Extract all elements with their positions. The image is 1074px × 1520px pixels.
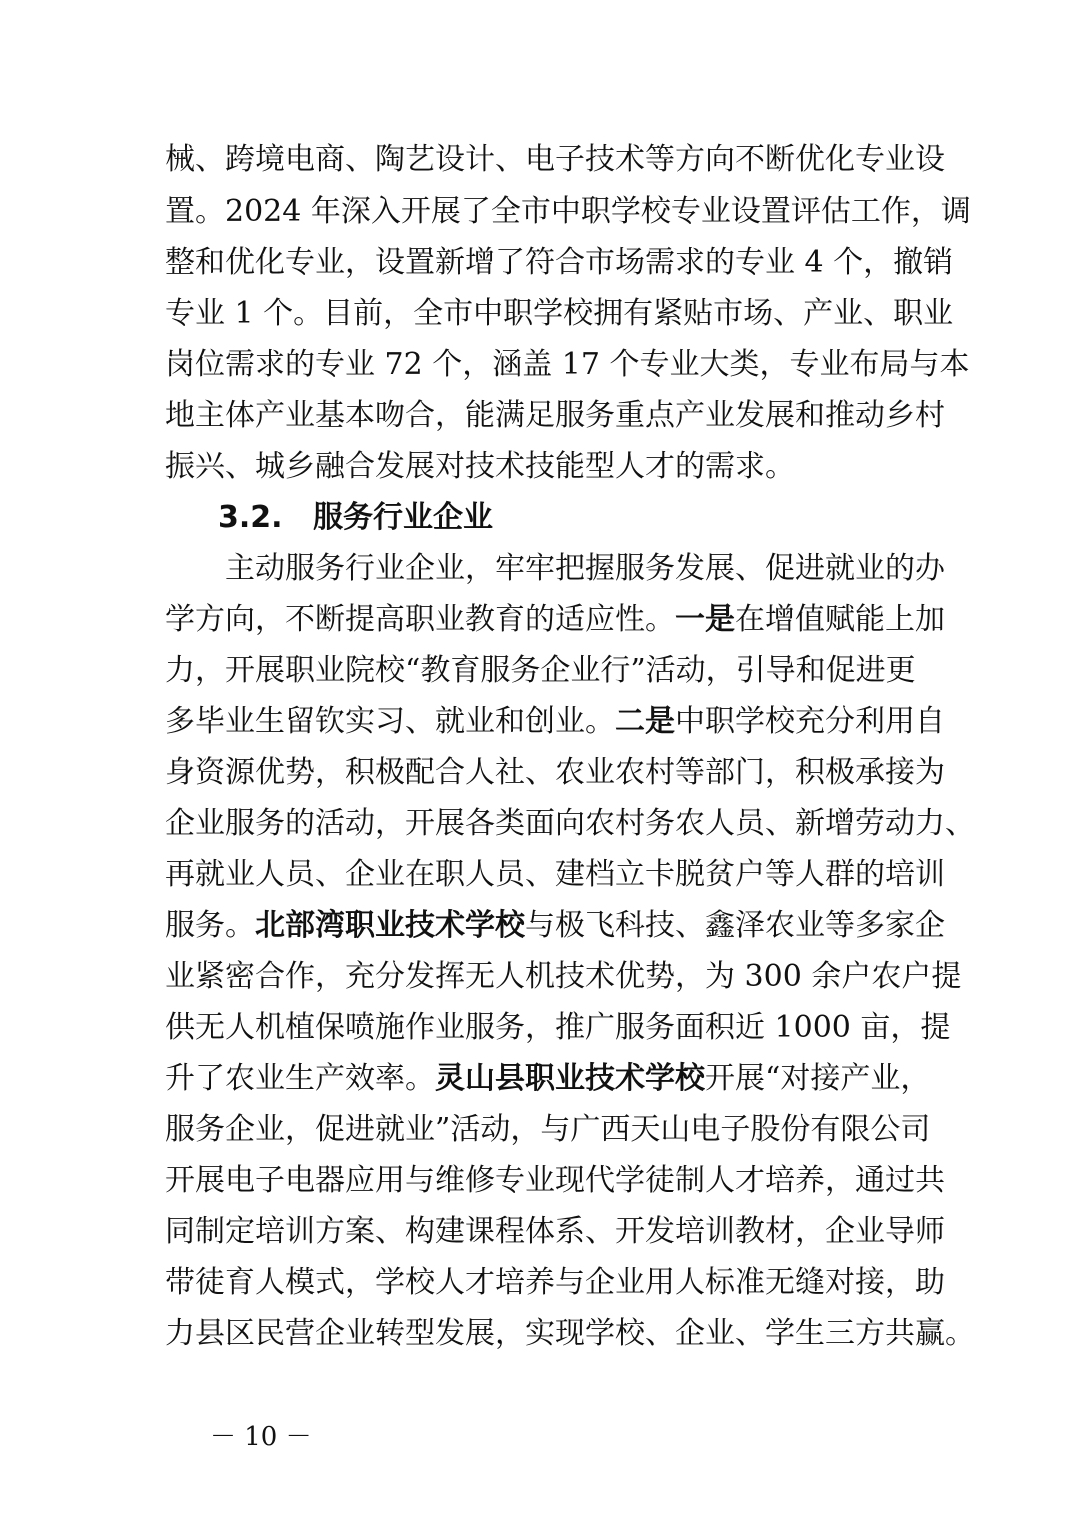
paragraph-line: 再就业人员、企业在职人员、建档立卡脱贫户等人群的培训 <box>165 857 945 892</box>
page-number: － 10 － <box>210 1422 312 1452</box>
bold-run: 二是 <box>615 704 675 739</box>
paragraph-line: 身资源优势，积极配合人社、农业农村等部门，积极承接为 <box>165 755 945 790</box>
section-title: 服务行业企业 <box>313 500 493 535</box>
text-run: 学方向，不断提高职业教育的适应性。 <box>165 602 675 637</box>
paragraph-line: 业紧密合作，充分发挥无人机技术优势，为 300 余户农户提 <box>165 959 962 994</box>
paragraph-line <box>165 906 945 946</box>
paragraph-line: 力县区民营企业转型发展，实现学校、企业、学生三方共赢。 <box>165 1316 975 1351</box>
paragraph-line: 整和优化专业，设置新增了符合市场需求的专业 4 个，撤销 <box>165 245 954 280</box>
paragraph-line: 主动服务行业企业，牢牢把握服务发展、促进就业的办 <box>225 551 945 586</box>
section-number: 3.2. <box>218 500 283 535</box>
paragraph-line: 开展电子电器应用与维修专业现代学徒制人才培养，通过共 <box>165 1163 945 1198</box>
paragraph-line: 地主体产业基本吻合，能满足服务重点产业发展和推动乡村 <box>165 398 945 433</box>
paragraph-line: 带徒育人模式，学校人才培养与企业用人标准无缝对接，助 <box>165 1265 945 1300</box>
paragraph-line: 企业服务的活动，开展各类面向农村务农人员、新增劳动力、 <box>165 806 975 841</box>
paragraph-line: 械、跨境电商、陶艺设计、电子技术等方向不断优化专业设 <box>165 142 945 177</box>
paragraph-line: 力，开展职业院校“教育服务企业行”活动，引导和促进更 <box>165 653 916 688</box>
text-run: 与极飞科技、鑫泽农业等多家企 <box>525 908 945 943</box>
paragraph-line <box>165 600 945 640</box>
text-run: 中职学校充分利用自 <box>675 704 945 739</box>
text-run: 服务。 <box>165 908 255 943</box>
bold-run: 一是 <box>675 602 735 637</box>
bold-run: 北部湾职业技术学校 <box>255 908 525 943</box>
bold-run: 灵山县职业技术学校 <box>435 1061 705 1096</box>
paragraph-line: 振兴、城乡融合发展对技术技能型人才的需求。 <box>165 449 795 484</box>
text-run: 开展“对接产业， <box>705 1061 931 1096</box>
paragraph-line: 供无人机植保喷施作业服务，推广服务面积近 1000 亩，提 <box>165 1010 951 1045</box>
paragraph-line: 岗位需求的专业 72 个，涵盖 17 个专业大类，专业布局与本 <box>165 347 970 382</box>
text-run: 升了农业生产效率。 <box>165 1061 435 1096</box>
paragraph-line: 服务企业，促进就业”活动，与广西天山电子股份有限公司 <box>165 1112 931 1147</box>
text-run: 多毕业生留钦实习、就业和创业。 <box>165 704 615 739</box>
section-heading <box>218 498 493 538</box>
paragraph-line: 置。2024 年深入开展了全市中职学校专业设置评估工作，调 <box>165 194 971 229</box>
paragraph-line <box>165 1059 931 1099</box>
paragraph-line: 专业 1 个。目前，全市中职学校拥有紧贴市场、产业、职业 <box>165 296 954 331</box>
text-run: 在增值赋能上加 <box>735 602 945 637</box>
paragraph-line: 同制定培训方案、构建课程体系、开发培训教材，企业导师 <box>165 1214 945 1249</box>
paragraph-line <box>165 702 945 742</box>
